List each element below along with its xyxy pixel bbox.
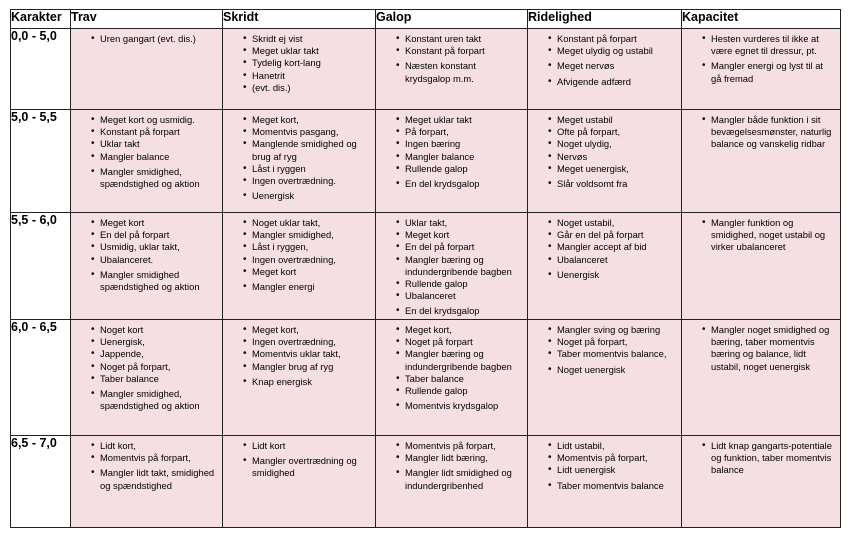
skridt-cell (223, 436, 376, 528)
list-item: • Lidt ustabil, (557, 440, 677, 452)
galop-cell (376, 436, 528, 528)
trav-list (71, 436, 222, 492)
karakter-range: 5,0 - 5,5 (11, 110, 71, 213)
list-item: • En del på forpart (100, 229, 218, 241)
list-item: • Mangler bæring og indundergribende bagben (405, 348, 523, 372)
list-item: • Hesten vurderes til ikke at være egnet til dressur, pt. (711, 33, 836, 57)
list-item: • Momentvis uklar takt, (252, 348, 371, 360)
list-item: • Ingen overtrædning, (252, 336, 371, 348)
list-item: • Lidt kort (252, 440, 371, 452)
trav-list (71, 29, 222, 45)
list-item: • Meget kort, (405, 324, 523, 336)
ridelighed-cell (528, 29, 682, 110)
list-item: • Uklar takt, (405, 217, 523, 229)
list-item: • Momentvis på forpart, (557, 452, 677, 464)
kapacitet-list (682, 436, 840, 477)
list-item: • Taber momentvis balance, (557, 348, 677, 360)
kapacitet-list (682, 110, 840, 151)
ridelighed-cell (528, 110, 682, 213)
list-item: • Ubalanceret (405, 290, 523, 302)
list-item: • Mangler noget smidighed og bæring, taber momentvis bæring og balance, lidt ustabil, noget uenergisk (711, 324, 836, 373)
list-item: • Meget kort (252, 266, 371, 278)
list-item: • Ingen overtrædning, (252, 254, 371, 266)
kapacitet-cell (682, 213, 841, 320)
ridelighed-list (528, 320, 681, 376)
list-item: • Mangler energi (252, 281, 371, 293)
ridelighed-cell (528, 320, 682, 436)
list-item: • Lidt kort, (100, 440, 218, 452)
list-item: • En del på forpart (405, 241, 523, 253)
list-item: • Lidt uenergisk (557, 464, 677, 476)
ridelighed-list (528, 110, 681, 190)
trav-cell (71, 213, 223, 320)
list-item: • Nervøs (557, 151, 677, 163)
list-item: • Ubalanceret (557, 254, 677, 266)
skridt-cell (223, 213, 376, 320)
list-item: • Uenergisk (252, 190, 371, 202)
list-item: • Mangler funktion og smidighed, noget ustabil og virker ubalanceret (711, 217, 836, 254)
header-karakter: Karakter (11, 10, 71, 29)
skridt-list (223, 110, 375, 202)
header-galop: Galop (376, 10, 528, 29)
ridelighed-list (528, 213, 681, 281)
kapacitet-list (682, 320, 840, 373)
list-item: • Mangler smidighed, spændstighed og aktion (100, 166, 218, 190)
list-item: • Noget på forpart (405, 336, 523, 348)
list-item: • Mangler lidt smidighed og indundergribenhed (405, 467, 523, 491)
grading-table (10, 9, 841, 528)
trav-cell (71, 320, 223, 436)
list-item: • Meget uklar takt (252, 45, 371, 57)
list-item: • Konstant på forpart (557, 33, 677, 45)
list-item: • Mangler balance (100, 151, 218, 163)
header-kapacitet: Kapacitet (682, 10, 841, 29)
karakter-range: 6,0 - 6,5 (11, 320, 71, 436)
skridt-list (223, 213, 375, 293)
list-item: • Noget ustabil, (557, 217, 677, 229)
list-item: • (evt. dis.) (252, 82, 371, 94)
skridt-cell (223, 110, 376, 213)
karakter-range: 0,0 - 5,0 (11, 29, 71, 110)
list-item: • Meget nervøs (557, 60, 677, 72)
list-item: • Meget kort, (252, 324, 371, 336)
list-item: • Mangler både funktion i sit bevægelsesmønster, naturlig balance og vanskelig ridbar (711, 114, 836, 151)
list-item: • Meget ustabil (557, 114, 677, 126)
header-ridelighed: Ridelighed (528, 10, 682, 29)
list-item: • Jappende, (100, 348, 218, 360)
galop-cell (376, 110, 528, 213)
list-item: • Momentvis pasgang, (252, 126, 371, 138)
list-item: • Konstant på forpart (100, 126, 218, 138)
list-item: • Rullende galop (405, 385, 523, 397)
karakter-range: 6,5 - 7,0 (11, 436, 71, 528)
list-item: • Meget uenergisk, (557, 163, 677, 175)
trav-cell (71, 29, 223, 110)
list-item: • En del krydsgalop (405, 178, 523, 190)
skridt-list (223, 320, 375, 388)
list-item: • Meget kort, (252, 114, 371, 126)
list-item: • Låst i ryggen, (252, 241, 371, 253)
list-item: • Mangler brug af ryg (252, 361, 371, 373)
list-item: • Mangler smidighed, (252, 229, 371, 241)
list-item: • Taber balance (405, 373, 523, 385)
kapacitet-list (682, 29, 840, 85)
galop-cell (376, 29, 528, 110)
trav-list (71, 213, 222, 293)
kapacitet-cell (682, 320, 841, 436)
list-item: • Hanetrit (252, 70, 371, 82)
skridt-cell (223, 29, 376, 110)
skridt-list (223, 29, 375, 94)
list-item: • Slår voldsomt fra (557, 178, 677, 190)
list-item: • Knap energisk (252, 376, 371, 388)
list-item: • Lidt knap gangarts-potentiale og funktion, taber momentvis balance (711, 440, 836, 477)
list-item: • Næsten konstant krydsgalop m.m. (405, 60, 523, 84)
list-item: • Rullende galop (405, 163, 523, 175)
list-item: • Tydelig kort-lang (252, 57, 371, 69)
list-item: • Mangler sving og bæring (557, 324, 677, 336)
table-row (11, 29, 841, 110)
trav-cell (71, 436, 223, 528)
list-item: • Går en del på forpart (557, 229, 677, 241)
list-item: • Noget kort (100, 324, 218, 336)
list-item: • Konstant uren takt (405, 33, 523, 45)
list-item: • Manglende smidighed og brug af ryg (252, 138, 371, 162)
list-item: • På forpart, (405, 126, 523, 138)
list-item: • Uenergisk (557, 269, 677, 281)
header-row (11, 10, 841, 29)
skridt-cell (223, 320, 376, 436)
list-item: • Meget uklar takt (405, 114, 523, 126)
table-row (11, 213, 841, 320)
list-item: • Ingen bæring (405, 138, 523, 150)
list-item: • Noget på forpart, (100, 361, 218, 373)
ridelighed-cell (528, 213, 682, 320)
table-row (11, 110, 841, 213)
list-item: • Momentvis på forpart, (405, 440, 523, 452)
galop-cell (376, 320, 528, 436)
list-item: • Meget kort og usmidig. (100, 114, 218, 126)
skridt-list (223, 436, 375, 480)
ridelighed-list (528, 436, 681, 492)
list-item: • Mangler accept af bid (557, 241, 677, 253)
list-item: • Låst i ryggen (252, 163, 371, 175)
list-item: • Momentvis på forpart, (100, 452, 218, 464)
trav-list (71, 110, 222, 190)
list-item: • Noget uenergisk (557, 364, 677, 376)
trav-cell (71, 110, 223, 213)
list-item: • Uren gangart (evt. dis.) (100, 33, 218, 45)
list-item: • Mangler overtrædning og smidighed (252, 455, 371, 479)
galop-list (376, 110, 527, 190)
list-item: • Mangler balance (405, 151, 523, 163)
list-item: • En del krydsgalop (405, 305, 523, 317)
list-item: • Rullende galop (405, 278, 523, 290)
list-item: • Ofte på forpart, (557, 126, 677, 138)
karakter-range: 5,5 - 6,0 (11, 213, 71, 320)
list-item: • Noget på forpart, (557, 336, 677, 348)
list-item: • Taber balance (100, 373, 218, 385)
list-item: • Noget ulydig, (557, 138, 677, 150)
kapacitet-list (682, 213, 840, 254)
galop-list (376, 320, 527, 412)
list-item: • Meget ulydig og ustabil (557, 45, 677, 57)
list-item: • Mangler bæring og indundergribende bagben (405, 254, 523, 278)
trav-list (71, 320, 222, 412)
list-item: • Ingen overtrædning. (252, 175, 371, 187)
kapacitet-cell (682, 29, 841, 110)
list-item: • Mangler lidt bæring, (405, 452, 523, 464)
list-item: • Meget kort (405, 229, 523, 241)
list-item: • Usmidig, uklar takt, (100, 241, 218, 253)
ridelighed-cell (528, 436, 682, 528)
table-row (11, 436, 841, 528)
kapacitet-cell (682, 110, 841, 213)
list-item: • Skridt ej vist (252, 33, 371, 45)
galop-list (376, 213, 527, 318)
list-item: • Mangler energi og lyst til at gå fremad (711, 60, 836, 84)
list-item: • Ubalanceret. (100, 254, 218, 266)
list-item: • Mangler smidighed, spændstighed og aktion (100, 388, 218, 412)
header-skridt: Skridt (223, 10, 376, 29)
list-item: • Momentvis krydsgalop (405, 400, 523, 412)
galop-list (376, 436, 527, 492)
list-item: • Uenergisk, (100, 336, 218, 348)
list-item: • Meget kort (100, 217, 218, 229)
header-trav: Trav (71, 10, 223, 29)
galop-cell (376, 213, 528, 320)
ridelighed-list (528, 29, 681, 88)
table-row (11, 320, 841, 436)
list-item: • Taber momentvis balance (557, 480, 677, 492)
list-item: • Uklar takt (100, 138, 218, 150)
list-item: • Mangler smidighed spændstighed og aktion (100, 269, 218, 293)
list-item: • Noget uklar takt, (252, 217, 371, 229)
list-item: • Mangler lidt takt, smidighed og spændstighed (100, 467, 218, 491)
kapacitet-cell (682, 436, 841, 528)
list-item: • Konstant på forpart (405, 45, 523, 57)
galop-list (376, 29, 527, 85)
list-item: • Afvigende adfærd (557, 76, 677, 88)
